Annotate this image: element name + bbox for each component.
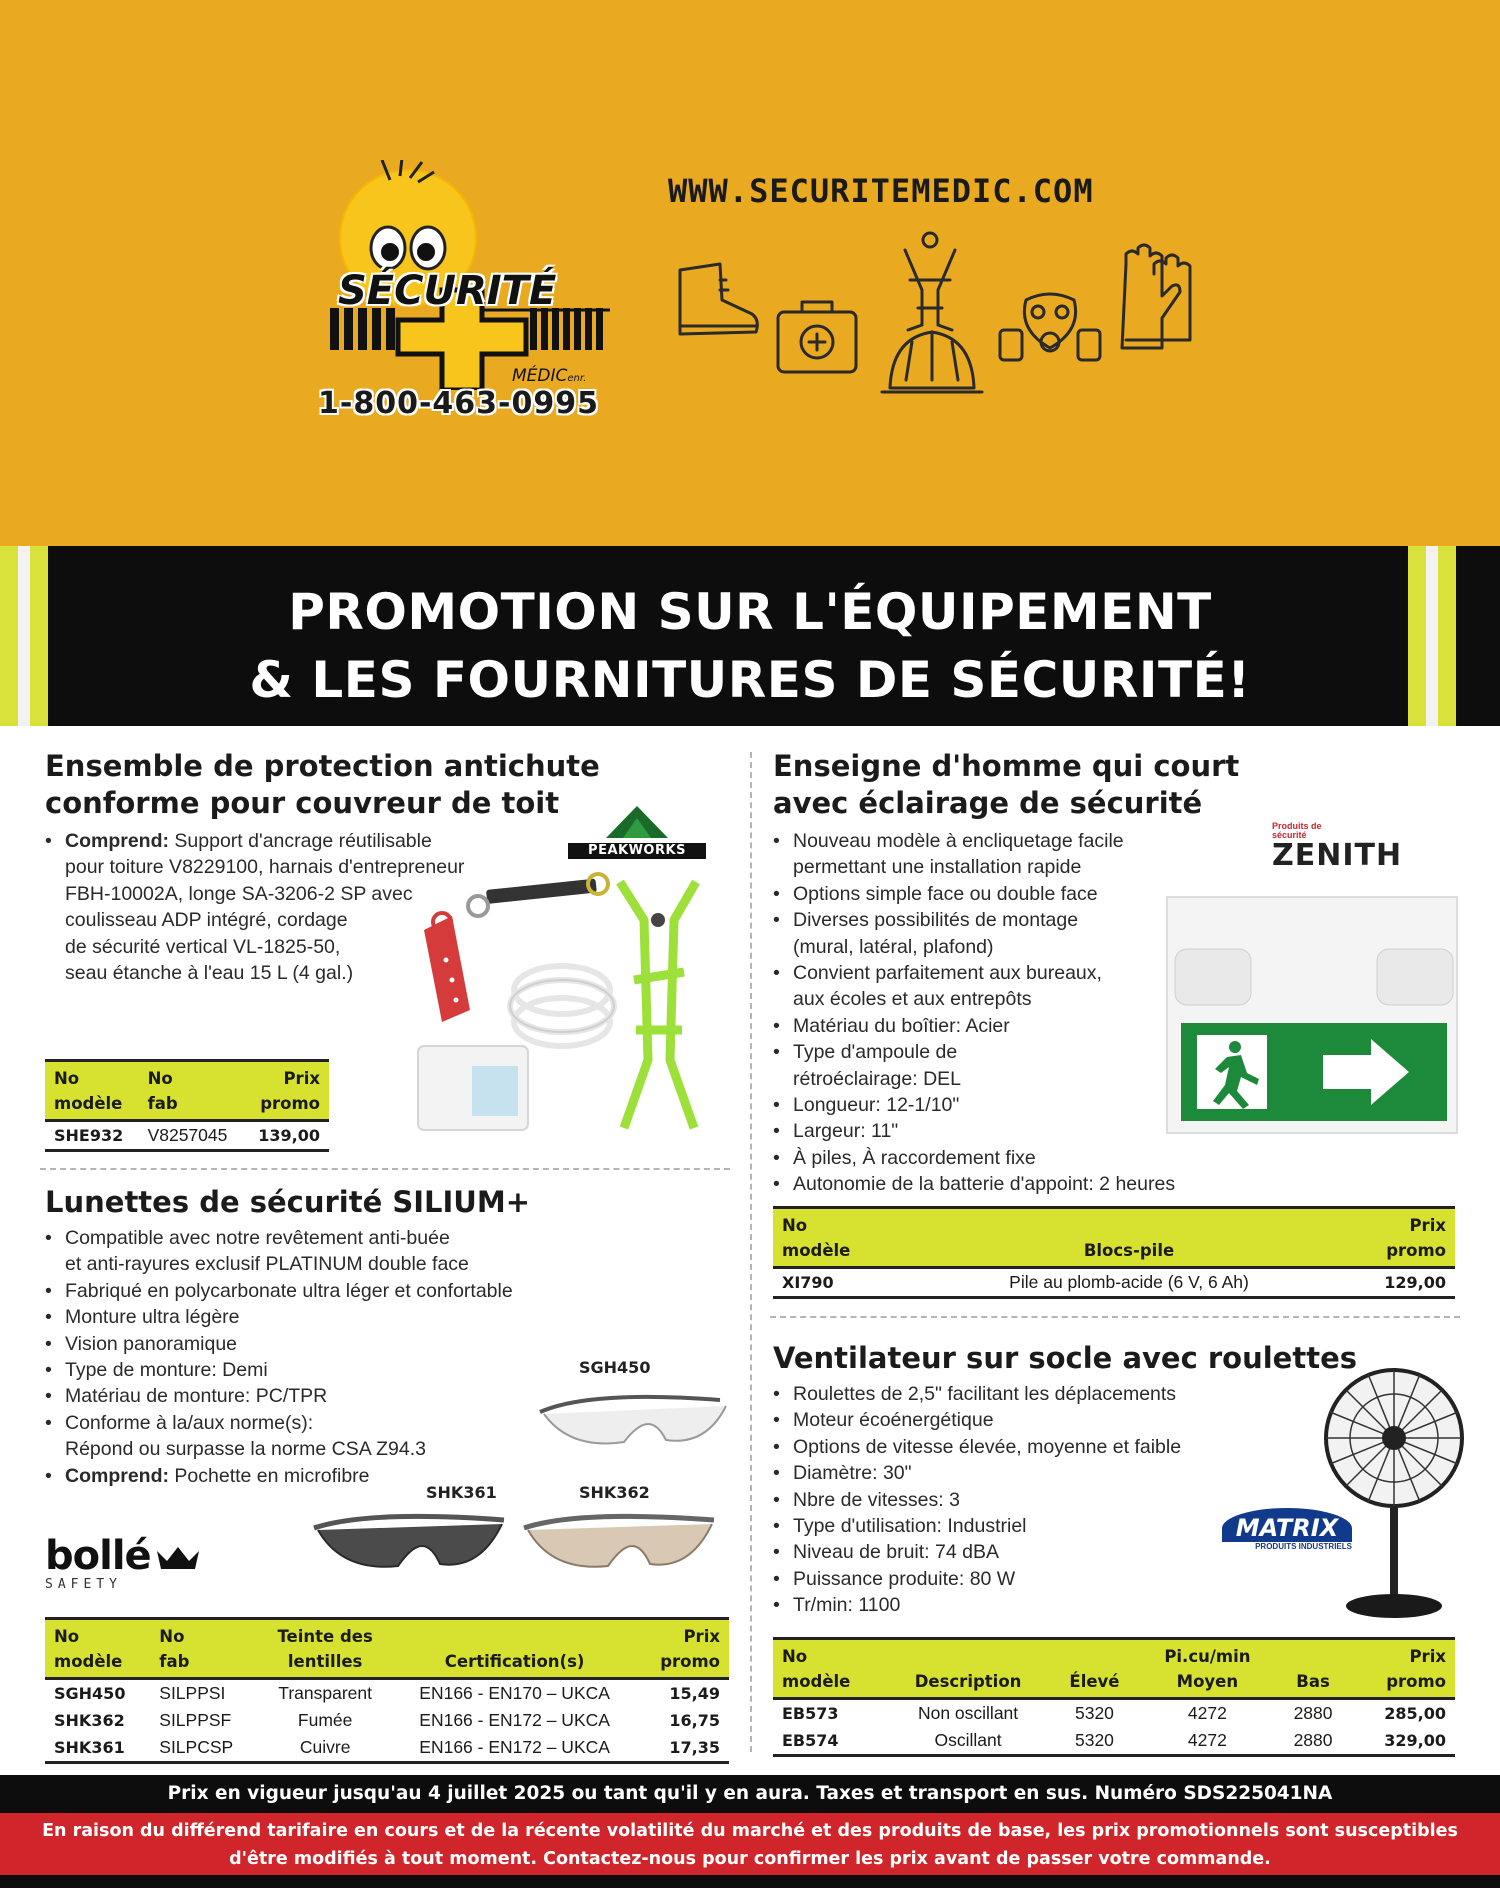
boot-icon	[680, 264, 757, 334]
list-item: • Monture ultra légère	[45, 1304, 735, 1330]
fall-kit-product-image	[412, 860, 742, 1140]
validity-notice: Prix en vigueur jusqu'au 4 juillet 2025 ou tant qu'il y en aura. Taxes et transport en sus. Numéro SDS225041NA	[0, 1775, 1500, 1813]
bolle-logo: bollé SAFETY	[45, 1533, 225, 1591]
exit-sign-price-table	[773, 1206, 1455, 1299]
glasses-title: Lunettes de sécurité SILIUM+	[45, 1185, 530, 1219]
gloves-icon	[1122, 245, 1190, 348]
table-row[interactable]: XI790 Pile au plomb-acide (6 V, 6 Ah) 129,00	[782, 1272, 1446, 1292]
list-item: • À piles, À raccordement fixe	[773, 1145, 1473, 1171]
list-item: • Puissance produite: 80 W	[773, 1566, 1473, 1592]
list-item: • Conforme à la/aux norme(s): Répond ou surpasse la norme CSA Z94.3	[45, 1410, 735, 1463]
list-item: • Roulettes de 2,5" facilitant les déplacements	[773, 1381, 1473, 1407]
list-item: • Diverses possibilités de montage (mural, latéral, plafond)	[773, 907, 1473, 960]
exit-sign-product-image	[1165, 895, 1465, 1140]
list-item: • Fabriqué en polycarbonate ultra léger et confortable	[45, 1278, 735, 1304]
peak-mountain-icon	[568, 804, 706, 838]
list-item: • Options simple face ou double face	[773, 881, 1473, 907]
table-header-row: No modèle No fab Prix promo	[45, 1061, 329, 1121]
list-item: • Type d'ampoule de rétroéclairage: DEL	[773, 1039, 1473, 1092]
brand-name-top: SÉCURITÉ	[338, 268, 557, 314]
hard-hat-icon	[882, 332, 982, 392]
list-item: • Matériau du boîtier: Acier	[773, 1013, 1473, 1039]
list-item: • Compatible avec notre revêtement anti-buée et anti-rayures exclusif PLATINUM double face	[45, 1225, 735, 1278]
banner-line-1: PROMOTION SUR L'ÉQUIPEMENT	[288, 583, 1212, 641]
glasses-shk362-image	[518, 1506, 718, 1586]
harness-icon	[905, 233, 955, 330]
list-item: • Convient parfaitement aux bureaux, aux écoles et aux entrepôts	[773, 960, 1473, 1013]
fall-kit-title: Ensemble de protection antichute conforme pour couvreur de toit	[45, 749, 600, 820]
roof-anchor-image	[424, 916, 470, 1022]
list-item: • Moteur écoénergétique	[773, 1407, 1473, 1433]
glasses-label-shk361: SHK361	[426, 1483, 497, 1502]
list-item: • Largeur: 11"	[773, 1118, 1473, 1144]
fan-title: Ventilateur sur socle avec roulettes	[773, 1341, 1358, 1375]
section-divider	[770, 1316, 1460, 1318]
phone-number[interactable]: 1-800-463-0995	[318, 386, 599, 421]
glasses-label-sgh450: SGH450	[579, 1358, 651, 1377]
list-item: • Type de monture: Demi	[45, 1357, 735, 1383]
promo-banner	[0, 546, 1500, 726]
table-row[interactable]: EB573 Non oscillant 5320 4272 2880 285,00	[782, 1703, 1446, 1723]
glasses-sgh450-image	[530, 1384, 740, 1464]
exit-sign-title: Enseigne d'homme qui court avec éclairage de sécurité	[773, 749, 1240, 820]
banner-line-2: & LES FOURNITURES DE SÉCURITÉ!	[249, 651, 1251, 709]
list-item: • Nbre de vitesses: 3	[773, 1487, 1473, 1513]
list-item: • Matériau de monture: PC/TPR	[45, 1383, 735, 1409]
table-row[interactable]: SHK361 SILPCSP Cuivre EN166 - EN172 – UKCA 17,35	[54, 1737, 720, 1757]
column-divider	[750, 752, 752, 1752]
lanyard-image	[486, 879, 597, 904]
glasses-label-shk362: SHK362	[579, 1483, 650, 1502]
peakworks-logo: PEAKWORKS	[568, 804, 706, 854]
table-header-row: No modèle Description Élevé Pi.cu/min Moyen Bas Prix promo	[773, 1639, 1455, 1699]
table-row[interactable]: EB574 Oscillant 5320 4272 2880 329,00	[782, 1730, 1446, 1750]
list-item: • Options de vitesse élevée, moyenne et faible	[773, 1434, 1473, 1460]
list-item: • Niveau de bruit: 74 dBA	[773, 1539, 1473, 1565]
price-warning-notice: En raison du différend tarifaire en cours et de la récente volatilité du marché et des produits de base, les prix promotionnels sont susceptibles d'être modifiés à tout moment. Contactez-nous pour confirmer les prix avant de passer votre commande.	[0, 1813, 1500, 1875]
zenith-logo: Produits de sécurité ZENITH	[1272, 821, 1403, 873]
table-header-row: No modèle Blocs-pile Prix promo	[773, 1208, 1455, 1268]
list-item: • Diamètre: 30"	[773, 1460, 1473, 1486]
brand-name-bottom: MÉDICenr.	[512, 366, 587, 386]
rope-image	[510, 966, 614, 1046]
crown-icon	[155, 1543, 201, 1571]
list-item: • Vision panoramique	[45, 1331, 735, 1357]
fall-kit-price-table	[45, 1059, 329, 1152]
list-item: • Longueur: 12-1/10"	[773, 1092, 1473, 1118]
footer-bar	[0, 1875, 1500, 1888]
fan-product-image	[1320, 1364, 1468, 1628]
list-item: • Nouveau modèle à encliquetage facile permettant une installation rapide	[773, 828, 1473, 881]
matrix-logo: MATRIX PRODUITS INDUSTRIELS	[1222, 1508, 1352, 1551]
banner-title	[0, 578, 1500, 714]
table-header-row: No modèle No fab Teinte des lentilles Certification(s) Prix promo	[45, 1619, 729, 1679]
glasses-price-table	[45, 1617, 729, 1764]
gas-mask-icon	[1000, 294, 1100, 360]
fan-group-header: Pi.cu/min	[1164, 1647, 1251, 1666]
list-item: • Comprend: Pochette en microfibre	[45, 1463, 735, 1489]
table-row[interactable]: SGH450 SILPPSI Transparent EN166 - EN170 – UKCA 15,49	[54, 1683, 720, 1703]
list-item: • Autonomie de la batterie d'appoint: 2 heures	[773, 1171, 1473, 1197]
glasses-shk361-image	[308, 1506, 508, 1586]
list-item: • Comprend: Support d'ancrage réutilisable pour toiture V8229100, harnais d'entrepreneur FBH-10002A, longe SA-3206-2 SP avec coulisseau ADP intégré, cordage de sécurité vertical VL-1825-50, seau étanche à l'eau 15 L (4 gal.)	[45, 828, 705, 986]
section-divider	[40, 1168, 730, 1170]
first-aid-kit-icon	[778, 302, 856, 372]
table-row[interactable]: SHE932 V8257045 139,00	[54, 1125, 320, 1145]
fan-price-table	[773, 1637, 1455, 1757]
safety-icons-strip	[660, 230, 1220, 420]
list-item: • Type d'utilisation: Industriel	[773, 1513, 1473, 1539]
list-item: • Tr/min: 1100	[773, 1592, 1473, 1618]
table-row[interactable]: SHK362 SILPPSF Fumée EN166 - EN172 – UKCA 16,75	[54, 1710, 720, 1730]
website-url[interactable]: WWW.SECURITEMEDIC.COM	[668, 172, 1094, 210]
header-banner	[0, 0, 1500, 546]
